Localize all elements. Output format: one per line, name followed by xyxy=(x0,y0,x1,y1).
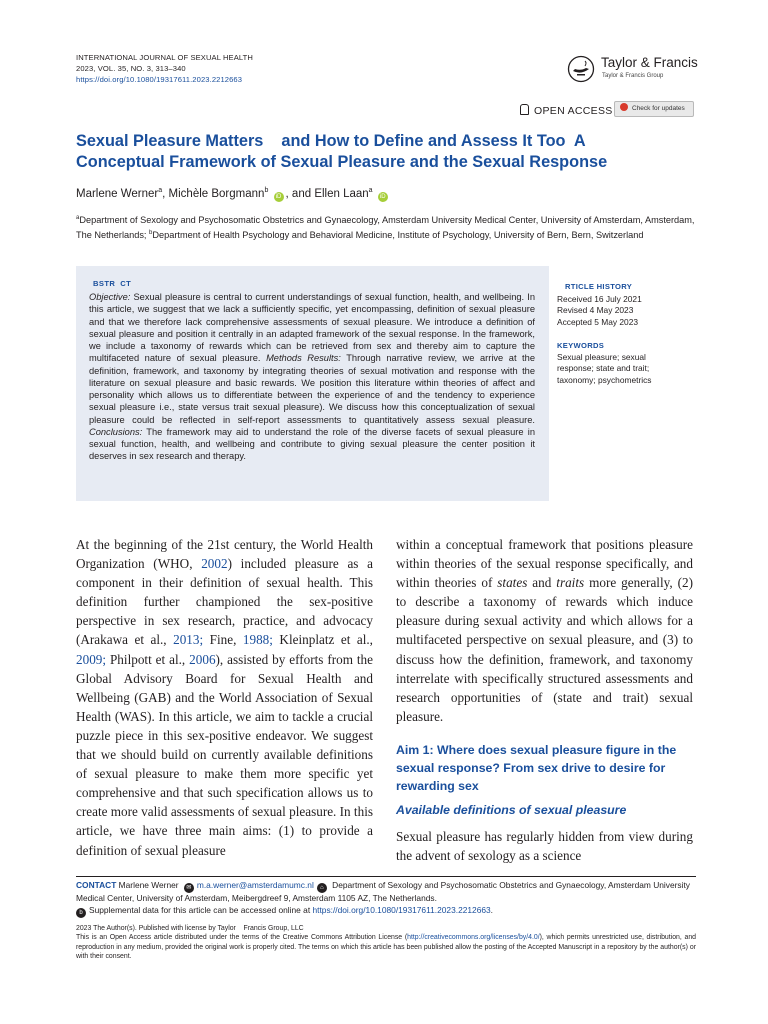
body-text: Philpott et al., xyxy=(106,651,190,667)
orcid-icon[interactable]: iD xyxy=(378,192,388,202)
objective-text: Sexual pleasure is central to current understandings of sexual function, health, and wellbeing. In this article, we suggest that we lack a sufficiently specific, yet encompassing, definition of sexual pleasure and that we therefore lack comprehensive assessments of sexual pleasure. We introduce a definition of sexual pleasure and position it centrally in an adapted framework of the sexual response. In the framework, we include a taxonomy of rewards which can be retrieved from sex and thereby aim to capture the multifaceted nature of sexual pleasure. xyxy=(89,292,535,364)
title-line-2: Conceptual Framework of Sexual Pleasure and the Sexual Response xyxy=(76,153,608,171)
email-icon: ✉ xyxy=(184,883,194,893)
copyright-block xyxy=(76,924,696,961)
history-accepted: Accepted 5 May 2023 xyxy=(557,316,639,327)
publisher-name: Taylor & Francis xyxy=(601,55,698,70)
subsection-heading-definitions: Available definitions of sexual pleasure xyxy=(396,803,627,817)
affil-a-sup: a xyxy=(76,215,80,221)
contact-address: Department of Sexology and Psychosomatic Obstetrics and Gynaecology, Amsterdam University Medical Center, University of Amsterdam, Meibergdreef 9, Amsterdam 1105 AZ, The Netherlands. xyxy=(76,880,690,903)
citation-link[interactable]: 1988; xyxy=(242,632,273,648)
body-text: Fine, xyxy=(203,632,243,648)
journal-volume: 2023, VOL. 35, NO. 3, 313–340 xyxy=(76,64,186,73)
supplemental-text: Supplemental data for this article can be accessed online at xyxy=(89,904,313,915)
orcid-icon[interactable]: iD xyxy=(274,192,284,202)
journal-info xyxy=(76,52,253,85)
body-right-continuation: Sexual pleasure has regularly hidden from view during the advent of sexology as a science xyxy=(396,829,693,864)
author-list xyxy=(76,187,390,202)
article-history-heading: RTICLE HISTORY xyxy=(565,282,633,291)
objective-label: Objective: xyxy=(89,292,131,302)
body-italic-text: states xyxy=(497,575,528,591)
author-3: , and Ellen Laan xyxy=(285,187,369,200)
body-left-column xyxy=(76,535,373,860)
title-line-1: Sexual Pleasure Matters and How to Define and Assess It Too A xyxy=(76,132,586,150)
methods-label: Methods Results: xyxy=(266,353,341,364)
body-text: within a conceptual framework that positions pleasure within theories of the sexual response specifically, and within theories of xyxy=(396,537,693,591)
affiliations xyxy=(76,212,696,242)
article-history xyxy=(557,294,697,328)
license-text-2: ), which permits unrestricted use, distribution, and reproduction in any medium, provided the original work is properly cited. The terms on which this article has been published allow the posting of the Accepted Manuscript in a repository by the author(s) or with their consent. xyxy=(76,934,696,960)
conclusions-text: The framework may aid to understand the role of the diverse facets of sexual pleasure in sexual function, health, and wellbeing and contribute to giving sexual pleasure the center position it deserves in sex research and therapy. xyxy=(89,426,535,462)
author-2: , Michèle Borgmann xyxy=(162,187,265,200)
history-revised: Revised 4 May 2023 xyxy=(557,305,634,316)
open-access-lock-icon xyxy=(520,104,529,115)
taylor-francis-lamp-icon xyxy=(566,55,596,83)
check-updates-label: Check for updates xyxy=(632,105,685,112)
body-text: more generally, (2) to describe a taxonomy of rewards which induce pleasure during sexual activity and which allows for a multifaceted perspective on sexual pleasure, and (3) to discuss how the definition, framework, and taxonomy interrelate with specifically structured assessments and research opportunities of (state and trait) sexual pleasure. xyxy=(396,575,693,724)
conclusions-label: Conclusions: xyxy=(89,426,143,437)
citation-link[interactable]: 2006 xyxy=(189,651,216,667)
affil-b: Department of Health Psychology and Behavioral Medicine, Institute of Psychology, University of Bern, Bern, Switzerland xyxy=(152,230,644,241)
open-access-label: OPEN ACCESS xyxy=(534,105,613,117)
abstract-text xyxy=(89,291,535,463)
check-updates-icon xyxy=(620,103,628,111)
citation-link[interactable]: 2002 xyxy=(201,556,228,572)
supplemental-link[interactable]: https://doi.org/10.1080/19317611.2023.2212663 xyxy=(312,904,491,915)
citation-link[interactable]: 2009; xyxy=(76,651,107,667)
keywords-text: Sexual pleasure; sexual response; state and trait; taxonomy; psychometrics xyxy=(557,352,652,385)
affil-a: Department of Sexology and Psychosomatic Obstetrics and Gynaecology, Amsterdam University Medical Center, University of Amsterdam, Amsterdam, The Netherlands; xyxy=(76,215,695,241)
body-text: ) included pleasure as a component in their definition of sexual health. This definition further championed the sex-positive perspective in sex research, practice, and advocacy (Arakawa et al., xyxy=(76,556,373,648)
email-link[interactable]: m.a.werner@amsterdamumc.nl xyxy=(196,880,314,890)
address-icon: ⌂ xyxy=(317,883,327,893)
copyright-line: 2023 The Author(s). Published with license by Taylor Francis Group, LLC xyxy=(76,925,304,932)
keywords-heading: KEYWORDS xyxy=(557,341,605,350)
publisher-subtitle: Taylor & Francis Group xyxy=(602,73,664,79)
section-heading-aim1: Aim 1: Where does sexual pleasure figure in the sexual response? From sex drive to desire for rewarding sex xyxy=(396,743,677,793)
body-text: ), assisted by efforts from the Global Advisory Board for Sexual Health and Wellbeing (GAB) and the World Association of Sexual Health (WAS). In this article, we aim to tackle a crucial puzzle piece in this sex-positive endeavor. We suggest that we should build on currently available definitions of sexual pleasure to make them more specific yet comprehensive and that such specification allows us to create more valid assessments of sexual pleasure. In this article, we have three main aims: (1) to provide a definition of sexual pleasure xyxy=(76,651,373,858)
author-3-affil: a xyxy=(368,187,373,194)
body-text: and xyxy=(527,575,557,591)
license-link[interactable]: http://creativecommons.org/licenses/by/4.0/ xyxy=(407,934,540,942)
article-title xyxy=(76,131,696,173)
footer-divider xyxy=(76,876,696,877)
history-received: Received 16 July 2021 xyxy=(557,294,642,304)
methods-text: Through narrative review, we arrive at the definition, framework, and taxonomy by integrating theories of sexual motivation and response with the literature on sexual pleasure and basic rewards. We position this literature within theories of affect and personality which allows us to differentiate between the experience of and the tendency to experience sexual pleasure i.e., state versus trait sexual pleasure). We discuss how this conceptualization of sexual pleasure could be reflected in self-report assessments to quantitatively assess sexual pleasure. xyxy=(89,353,535,425)
body-right-column xyxy=(396,535,693,726)
doi-link[interactable]: https://doi.org/10.1080/19317611.2023.2212663 xyxy=(76,75,243,84)
supplemental-icon: b xyxy=(76,908,86,918)
body-italic-text: traits xyxy=(556,575,585,591)
contact-label: CONTACT xyxy=(76,880,117,890)
affil-b-sup: b xyxy=(149,230,153,237)
open-access-badge xyxy=(520,104,613,117)
abstract-heading: BSTR CT xyxy=(93,279,132,288)
citation-link[interactable]: 2013; xyxy=(173,632,204,648)
author-1: Marlene Werner xyxy=(76,187,159,200)
author-1-affil: a xyxy=(158,187,163,194)
contact-block: CONTACT Marlene Werner ✉ m.a.werner@amsterdamumc.nl ⌂ Department of Sexology and Psychosomatic Obstetrics and Gynaecology, Amsterdam University Medical Center, University of Amsterdam, Meibergdreef 9, Amsterdam 1105 AZ, The Netherlands. b Supplemental data for this article can be accessed online at https://doi.org/10.1080/19317611.2023.2212663. xyxy=(76,880,690,916)
check-updates-button[interactable] xyxy=(614,101,694,117)
journal-name: INTERNATIONAL JOURNAL OF SEXUAL HEALTH xyxy=(76,53,253,62)
contact-name: Marlene Werner xyxy=(116,880,181,890)
author-2-affil: b xyxy=(264,187,269,194)
body-text: At the beginning of the 21st century, the World Health Organization (WHO, xyxy=(76,537,373,572)
body-text: Kleinplatz et al., xyxy=(272,632,373,648)
license-text: This is an Open Access article distributed under the terms of the Creative Commons Attribution License ( xyxy=(76,934,408,942)
